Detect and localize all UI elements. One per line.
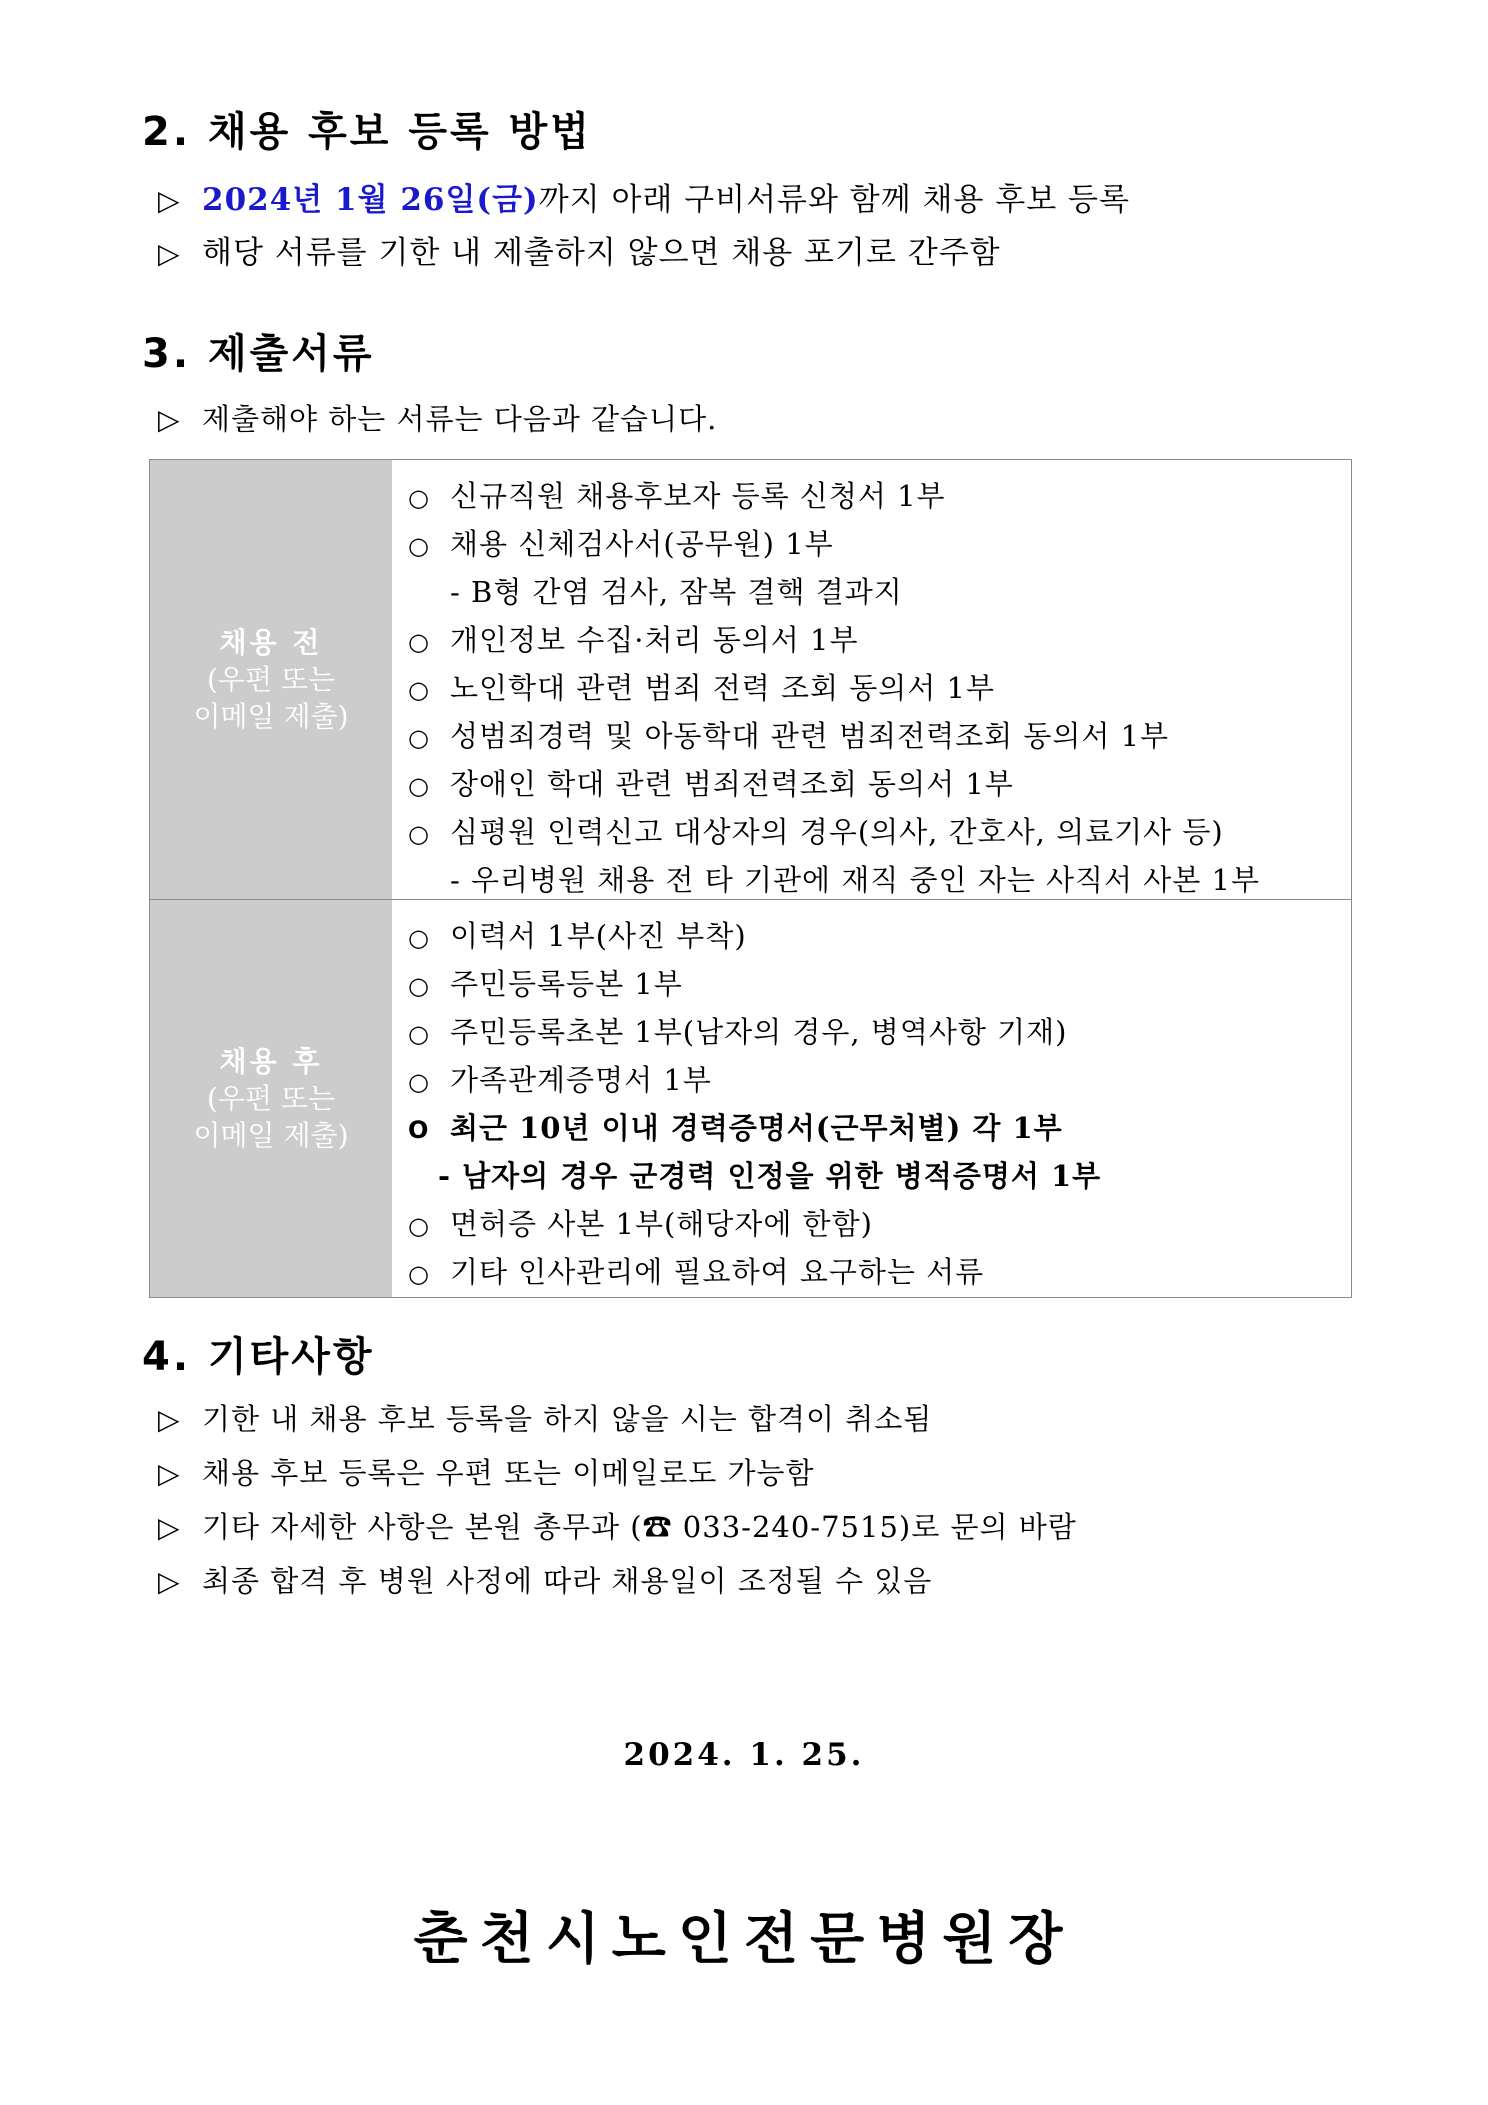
section-4-item: ▷ 기한 내 채용 후보 등록을 하지 않을 시는 합격이 취소됨 [158,1402,933,1436]
triangle-bullet-icon: ▷ [158,1511,181,1544]
before-hire-label-title: 채용 전 [219,626,323,659]
section-2-line-2-text: 해당 서류를 기한 내 제출하지 않으면 채용 포기로 간주함 [202,235,1001,271]
section-4-item: ▷ 채용 후보 등록은 우편 또는 이메일로도 가능함 [158,1456,815,1490]
triangle-bullet-icon: ▷ [158,1403,181,1436]
section-4-item: ▷ 기타 자세한 사항은 본원 총무과 (☎ 033-240-7515)로 문의 바람 [158,1510,1077,1544]
after-hire-label-title: 채용 후 [219,1045,323,1078]
section-2-line-1-text: 까지 아래 구비서류와 함께 채용 후보 등록 [538,182,1130,218]
section-2-line-1 [158,174,1130,219]
section-2-line-2 [158,227,1001,272]
circle-bullet-icon: ○ [408,1212,430,1240]
signature-title: 춘천시노인전문병원장 [413,1907,1075,1972]
list-item: ○ 심평원 인력신고 대상자의 경우(의사, 간호사, 의료기사 등) [408,808,1351,856]
section-4-item: ▷ 최종 합격 후 병원 사정에 따라 채용일이 조정될 수 있음 [158,1564,933,1598]
before-hire-label-sub1: (우편 또는 [206,663,336,696]
circle-bullet-icon: ○ [408,484,430,512]
triangle-bullet-icon: ▷ [158,184,181,217]
deadline-date: 2024년 1월 26일(금) [202,182,539,218]
section-3-heading: 3. 제출서류 [142,331,375,377]
circle-bullet-icon: ○ [408,924,430,952]
list-item: ○ 주민등록초본 1부(남자의 경우, 병역사항 기재) [408,1008,1351,1056]
circle-bullet-icon: ○ [408,1068,430,1096]
circle-bullet-icon: ○ [408,972,430,1000]
list-item: ○ 노인학대 관련 범죄 전력 조회 동의서 1부 [408,664,1351,712]
list-item: ○ 가족관계증명서 1부 [408,1056,1351,1104]
list-item: ○ 면허증 사본 1부(해당자에 한함) [408,1200,1351,1248]
after-hire-items [408,912,1351,1296]
after-hire-label [150,900,392,1297]
triangle-bullet-icon: ▷ [158,1565,181,1598]
circle-bullet-icon: ○ [408,1260,430,1288]
circle-bullet-icon: ○ [408,724,430,752]
after-hire-label-sub2: 이메일 제출) [193,1119,349,1152]
section-3-intro-text: 제출해야 하는 서류는 다음과 같습니다. [202,402,718,436]
section-3-intro [158,397,717,438]
list-item: ○ 기타 인사관리에 필요하여 요구하는 서류 [408,1248,1351,1296]
document-date: 2024. 1. 25. [623,1737,865,1773]
documents-table [149,459,1352,1298]
before-hire-label [150,460,392,899]
list-item: ○ 개인정보 수집·처리 동의서 1부 [408,616,1351,664]
triangle-bullet-icon: ▷ [158,237,181,270]
after-hire-row [150,900,1351,1297]
list-item: ○ 성범죄경력 및 아동학대 관련 범죄전력조회 동의서 1부 [408,712,1351,760]
list-item-bold: O 최근 10년 이내 경력증명서(근무처별) 각 1부 [408,1104,1351,1152]
list-item: ○ 신규직원 채용후보자 등록 신청서 1부 [408,472,1351,520]
list-item: ○ 주민등록등본 1부 [408,960,1351,1008]
list-sub-item: - B형 간염 검사, 잠복 결핵 결과지 [450,575,903,609]
circle-bullet-icon: ○ [408,820,430,848]
bold-circle-bullet-icon: O [408,1116,430,1144]
circle-bullet-icon: ○ [408,1020,430,1048]
before-hire-row [150,460,1351,900]
circle-bullet-icon: ○ [408,532,430,560]
before-hire-label-sub2: 이메일 제출) [193,700,349,733]
list-item: ○ 이력서 1부(사진 부착) [408,912,1351,960]
before-hire-items [408,472,1351,904]
list-sub-item: - 우리병원 채용 전 타 기관에 재직 중인 자는 사직서 사본 1부 [450,863,1260,897]
triangle-bullet-icon: ▷ [158,1457,181,1490]
section-4-heading: 4. 기타사항 [142,1334,375,1380]
circle-bullet-icon: ○ [408,628,430,656]
circle-bullet-icon: ○ [408,676,430,704]
circle-bullet-icon: ○ [408,772,430,800]
after-hire-label-sub1: (우편 또는 [206,1082,336,1115]
section-2-heading: 2. 채용 후보 등록 방법 [142,109,592,155]
list-item: ○ 채용 신체검사서(공무원) 1부 [408,520,1351,568]
list-sub-item-bold: - 남자의 경우 군경력 인정을 위한 병적증명서 1부 [438,1159,1102,1193]
list-item: ○ 장애인 학대 관련 범죄전력조회 동의서 1부 [408,760,1351,808]
triangle-bullet-icon: ▷ [158,403,181,436]
